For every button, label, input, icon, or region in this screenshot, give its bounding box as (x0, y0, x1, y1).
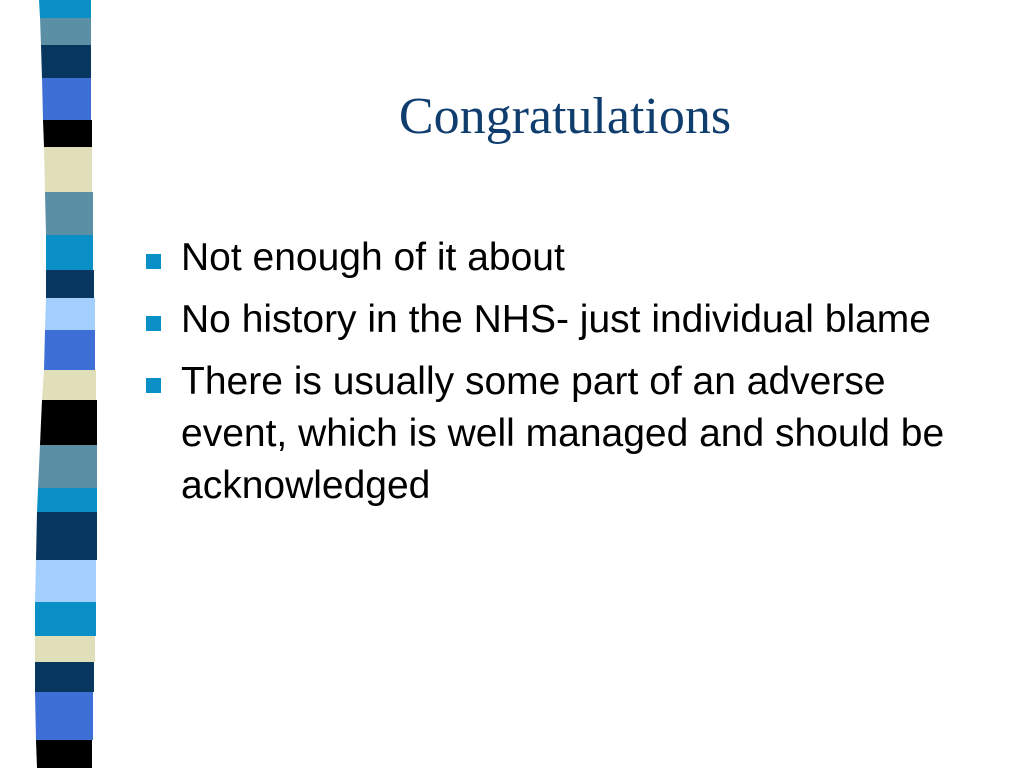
stripe-band (37, 488, 97, 512)
stripe-band (44, 330, 95, 370)
stripe-band (46, 270, 94, 298)
bullet-text: No history in the NHS- just individual blame (181, 298, 931, 341)
stripe-band (44, 147, 92, 192)
slide-title: Congratulations (398, 88, 732, 145)
stripe-band (36, 512, 97, 560)
stripe-band (46, 235, 93, 270)
stripe-band-group (35, 0, 97, 768)
square-bullet-icon (146, 378, 161, 393)
stripe-band (42, 78, 91, 120)
stripe-band (43, 120, 92, 147)
bullet-item (140, 356, 960, 512)
stripe-band (38, 445, 97, 488)
square-bullet-icon (146, 254, 161, 269)
stripe-band (35, 692, 93, 740)
stripe-band (35, 560, 96, 602)
stripe-band (45, 298, 95, 330)
stripe-band (45, 192, 93, 235)
stripe-band (42, 370, 96, 400)
stripe-band (35, 636, 95, 662)
stripe-band (35, 662, 94, 692)
stripe-band (36, 740, 92, 768)
bullet-item (140, 294, 960, 346)
stripe-band (39, 0, 91, 18)
bullet-text: There is usually some part of an adverse event, which is well managed and should be acknowledged (181, 360, 945, 507)
stripe-band (41, 45, 91, 78)
stripe-band (35, 602, 96, 636)
stripe-band (40, 18, 91, 45)
bullet-list (140, 232, 960, 522)
bullet-text: Not enough of it about (181, 236, 565, 279)
square-bullet-icon (146, 316, 161, 331)
bullet-item (140, 232, 960, 284)
stripe-band (40, 400, 97, 445)
decorative-stripe-bar (0, 0, 120, 768)
